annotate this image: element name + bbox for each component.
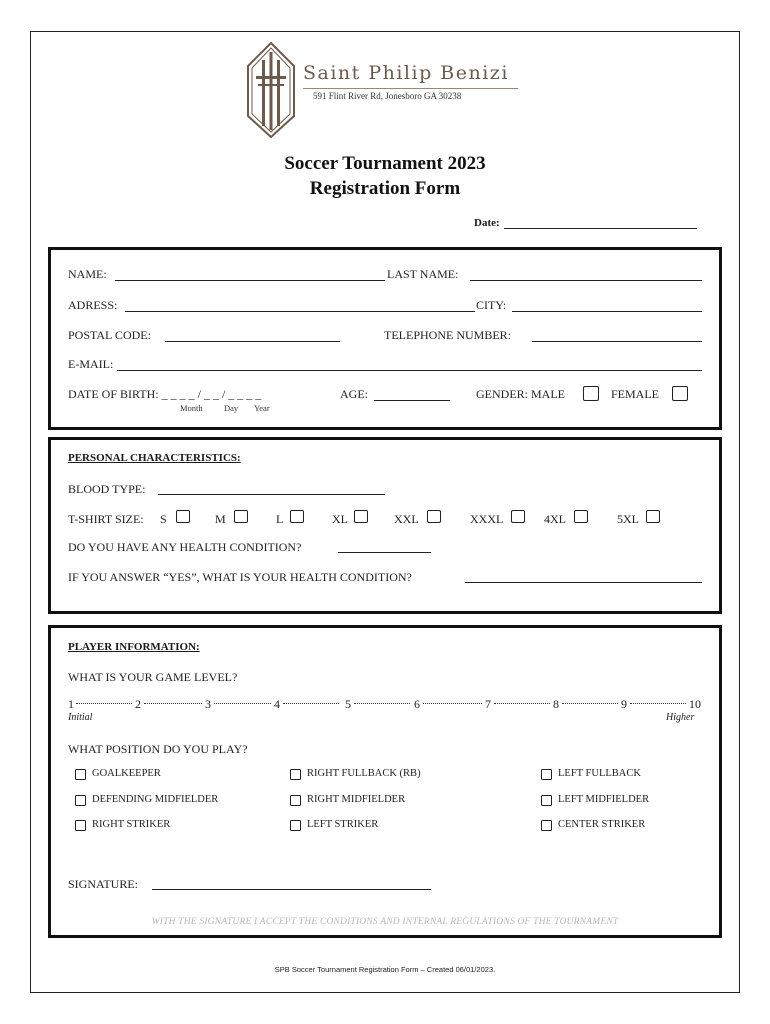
scale-dash xyxy=(423,703,482,704)
form-subtitle: Registration Form xyxy=(309,178,461,199)
email-field[interactable] xyxy=(117,370,702,371)
scale-dash xyxy=(562,703,618,704)
left-striker-checkbox[interactable] xyxy=(290,820,301,831)
scale-dash xyxy=(354,703,410,704)
org-name: Saint Philip Benizi xyxy=(303,62,509,84)
church-logo-icon xyxy=(246,42,296,138)
goalkeeper-checkbox[interactable] xyxy=(75,769,86,780)
city-label: CITY: xyxy=(476,298,507,312)
scale-7[interactable]: 7 xyxy=(485,697,491,711)
size-s-checkbox[interactable] xyxy=(176,510,190,523)
size-xxxl-label: XXXL xyxy=(470,512,504,526)
health-question: DO YOU HAVE ANY HEALTH CONDITION? xyxy=(68,540,302,554)
size-xxl-checkbox[interactable] xyxy=(427,510,441,523)
scale-low-label: Initial xyxy=(68,712,93,723)
goalkeeper-label: GOALKEEPER xyxy=(92,768,161,779)
personal-section-title: PERSONAL CHARACTERISTICS: xyxy=(68,452,241,464)
scale-4[interactable]: 4 xyxy=(274,697,280,711)
date-label: Date: xyxy=(474,217,500,229)
scale-3[interactable]: 3 xyxy=(205,697,211,711)
female-checkbox[interactable] xyxy=(672,386,688,401)
size-l-checkbox[interactable] xyxy=(290,510,304,523)
size-m-checkbox[interactable] xyxy=(234,510,248,523)
email-label: E-MAIL: xyxy=(68,357,114,371)
game-level-question: WHAT IS YOUR GAME LEVEL? xyxy=(68,670,238,684)
right-midfielder-label: RIGHT MIDFIELDER xyxy=(307,794,406,805)
health-answer-field[interactable] xyxy=(338,552,431,553)
scale-6[interactable]: 6 xyxy=(414,697,420,711)
name-field[interactable] xyxy=(115,280,385,281)
size-5xl-label: 5XL xyxy=(617,512,639,526)
size-s-label: S xyxy=(160,512,167,526)
signature-field[interactable] xyxy=(152,889,431,890)
postal-code-label: POSTAL CODE: xyxy=(68,328,151,342)
scale-dash xyxy=(494,703,550,704)
scale-10[interactable]: 10 xyxy=(689,697,701,711)
right-midfielder-checkbox[interactable] xyxy=(290,795,301,806)
size-5xl-checkbox[interactable] xyxy=(646,510,660,523)
right-fullback-checkbox[interactable] xyxy=(290,769,301,780)
health-condition-field[interactable] xyxy=(465,582,702,583)
size-m-label: M xyxy=(215,512,226,526)
telephone-label: TELEPHONE NUMBER: xyxy=(384,328,511,342)
size-4xl-label: 4XL xyxy=(544,512,566,526)
dob-year-caption: Year xyxy=(254,403,270,413)
scale-dash xyxy=(214,703,271,704)
size-xl-checkbox[interactable] xyxy=(354,510,368,523)
scale-dash xyxy=(144,703,202,704)
date-field[interactable] xyxy=(504,217,697,229)
address-label: ADRESS: xyxy=(68,298,118,312)
male-checkbox[interactable] xyxy=(583,386,599,401)
form-title: Soccer Tournament 2023 xyxy=(284,153,486,174)
left-striker-label: LEFT STRIKER xyxy=(307,819,379,830)
size-l-label: L xyxy=(276,512,284,526)
right-striker-checkbox[interactable] xyxy=(75,820,86,831)
scale-9[interactable]: 9 xyxy=(621,697,627,711)
center-striker-label: CENTER STRIKER xyxy=(558,819,646,830)
signature-label: SIGNATURE: xyxy=(68,877,139,891)
name-label: NAME: xyxy=(68,267,107,281)
blood-type-label: BLOOD TYPE: xyxy=(68,482,146,496)
scale-dash xyxy=(630,703,686,704)
scale-2[interactable]: 2 xyxy=(135,697,141,711)
page-footer: SPB Soccer Tournament Registration Form – Created 06/01/2023. xyxy=(274,965,496,974)
left-fullback-label: LEFT FULLBACK xyxy=(558,768,641,779)
scale-8[interactable]: 8 xyxy=(553,697,559,711)
size-xxl-label: XXL xyxy=(394,512,419,526)
telephone-field[interactable] xyxy=(532,341,702,342)
signature-disclaimer: WITH THE SIGNATURE I ACCEPT THE CONDITIONS AND INTERNAL REGULATIONS OF THE TOURNAMENT xyxy=(151,917,619,927)
dob-day-caption: Day xyxy=(224,403,239,413)
size-xl-label: XL xyxy=(332,512,348,526)
address-field[interactable] xyxy=(125,311,475,312)
health-followup-question: IF YOU ANSWER “YES”, WHAT IS YOUR HEALTH CONDITION? xyxy=(68,570,412,584)
position-question: WHAT POSITION DO YOU PLAY? xyxy=(68,742,248,756)
player-section-title: PLAYER INFORMATION: xyxy=(68,641,200,653)
scale-high-label: Higher xyxy=(666,712,695,723)
scale-5[interactable]: 5 xyxy=(345,697,351,711)
left-midfielder-label: LEFT MIDFIELDER xyxy=(558,794,650,805)
age-field[interactable] xyxy=(374,400,450,401)
defending-midfielder-label: DEFENDING MIDFIELDER xyxy=(92,794,219,805)
blood-type-field[interactable] xyxy=(158,494,385,495)
age-label: AGE: xyxy=(340,387,368,401)
org-address: 591 Flint River Rd, Jonesboro GA 30238 xyxy=(313,91,462,101)
defending-midfielder-checkbox[interactable] xyxy=(75,795,86,806)
scale-1[interactable]: 1 xyxy=(68,697,74,711)
scale-dash xyxy=(76,703,132,704)
city-field[interactable] xyxy=(512,311,702,312)
center-striker-checkbox[interactable] xyxy=(541,820,552,831)
female-label: FEMALE xyxy=(611,387,659,401)
size-4xl-checkbox[interactable] xyxy=(574,510,588,523)
scale-dash xyxy=(283,703,339,704)
dob-month-caption: Month xyxy=(180,403,203,413)
size-xxxl-checkbox[interactable] xyxy=(511,510,525,523)
right-striker-label: RIGHT STRIKER xyxy=(92,819,171,830)
left-midfielder-checkbox[interactable] xyxy=(541,795,552,806)
shirt-size-label: T-SHIRT SIZE: xyxy=(68,512,144,526)
date-row xyxy=(474,217,697,229)
left-fullback-checkbox[interactable] xyxy=(541,769,552,780)
last-name-label: LAST NAME: xyxy=(387,267,459,281)
gender-male-label: GENDER: MALE xyxy=(476,387,565,401)
last-name-field[interactable] xyxy=(470,280,702,281)
org-divider xyxy=(303,88,518,89)
right-fullback-label: RIGHT FULLBACK (RB) xyxy=(307,768,421,779)
postal-code-field[interactable] xyxy=(165,341,340,342)
dob-label[interactable]: DATE OF BIRTH: _ _ _ _ / _ _ / _ _ _ _ xyxy=(68,387,262,401)
